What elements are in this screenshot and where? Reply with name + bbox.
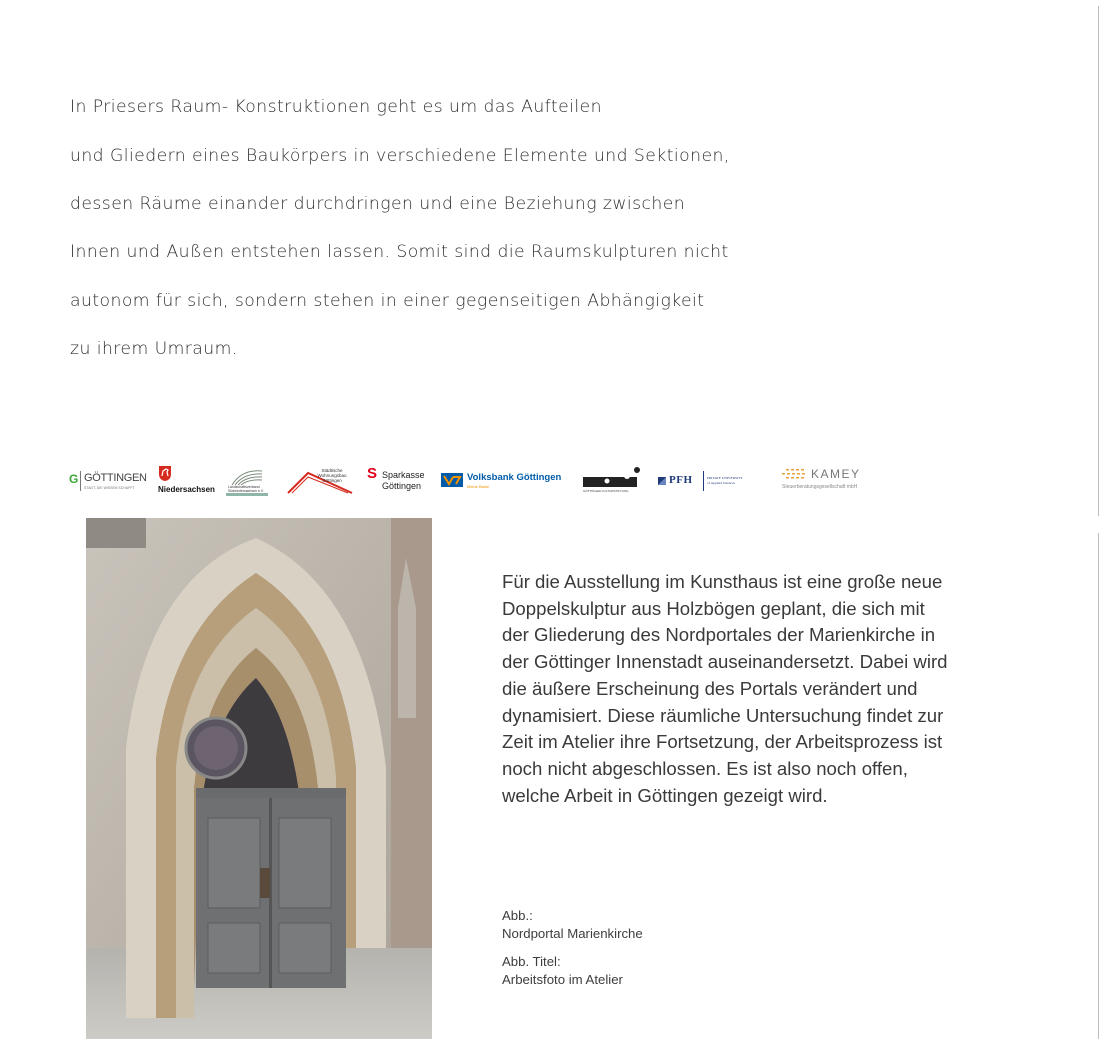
sponsor-logos bbox=[68, 465, 898, 501]
logo-volksbank bbox=[441, 465, 569, 501]
kulturstiftung-mark-icon bbox=[583, 467, 643, 491]
landschaftsverband-waves-icon bbox=[226, 467, 270, 487]
description-paragraph bbox=[502, 569, 1062, 809]
description-line: der Gliederung des Nordportales der Marienkirche in bbox=[502, 624, 936, 646]
goettingen-mark-icon: G bbox=[69, 472, 79, 486]
description-line: noch nicht abgeschlossen. Es ist also noch offen, bbox=[502, 757, 908, 779]
sparkasse-s-icon: S bbox=[367, 465, 378, 482]
divider bbox=[80, 471, 81, 491]
wohnungsbau-name: Städtische Wohnungsbau Göttingen bbox=[317, 468, 347, 483]
sparkasse-name: Sparkasse bbox=[382, 470, 425, 480]
niedersachsen-horse-icon bbox=[158, 465, 172, 481]
page-edge-divider bbox=[1098, 6, 1099, 516]
logo-pfh bbox=[658, 465, 758, 501]
landschaftsverband-bar bbox=[226, 493, 268, 496]
logo-kamey bbox=[780, 465, 890, 501]
goettingen-name: GÖTTINGEN bbox=[84, 472, 147, 484]
caption-value: Arbeitsfoto im Atelier bbox=[502, 971, 623, 987]
caption-photo bbox=[502, 907, 643, 942]
divider bbox=[703, 471, 704, 491]
pfh-mark-icon bbox=[658, 477, 666, 485]
logo-niedersachsen bbox=[158, 465, 214, 501]
caption-label: Abb.: bbox=[502, 908, 533, 923]
logo-kulturstiftung bbox=[583, 465, 643, 501]
description-line: Für die Ausstellung im Kunsthaus ist eine große neue bbox=[502, 571, 943, 592]
church-portal-image bbox=[86, 518, 432, 1039]
description-line: die äußere Erscheinung des Portals verändert und bbox=[502, 677, 918, 699]
intro-line: und Gliedern eines Baukörpers in verschiedene Elemente und Sektionen, bbox=[70, 145, 730, 166]
photo-nordportal-marienkirche bbox=[86, 518, 432, 1039]
pfh-sub1: PRIVATE UNIVERSITY bbox=[707, 476, 743, 480]
niedersachsen-name: Niedersachsen bbox=[158, 485, 215, 494]
logo-landschaftsverband bbox=[226, 465, 270, 501]
kamey-tagline: Steuerberatungsgesellschaft mbH bbox=[782, 484, 858, 490]
page-edge-divider bbox=[1098, 533, 1099, 1039]
volksbank-slogan: Meine Bank! bbox=[467, 484, 490, 489]
logo-goettingen bbox=[68, 465, 146, 501]
logo-wohnungsbau bbox=[286, 465, 354, 501]
description-line: der Göttinger Innenstadt auseinandersetzt. Dabei wird bbox=[502, 651, 948, 673]
description-line: dynamisiert. Diese räumliche Untersuchung findet zur bbox=[502, 704, 944, 726]
intro-line: autonom für sich, sondern stehen in einer gegenseitigen Abhängigkeit bbox=[70, 290, 705, 311]
sparkasse-city: Göttingen bbox=[382, 481, 422, 491]
intro-line: Innen und Außen entstehen lassen. Somit sind die Raumskulpturen nicht bbox=[70, 242, 729, 263]
intro-line: zu ihrem Umraum. bbox=[70, 339, 238, 360]
intro-paragraph bbox=[70, 71, 790, 386]
caption-title bbox=[502, 953, 623, 988]
description-line: Zeit im Atelier ihre Fortsetzung, der Arbeitsprozess ist bbox=[502, 731, 943, 753]
caption-value: Nordportal Marienkirche bbox=[502, 925, 643, 941]
description-line: Doppelskulptur aus Holzbögen geplant, die sich mit bbox=[502, 597, 925, 619]
volksbank-mark-icon bbox=[441, 473, 463, 487]
volksbank-name: Volksbank Göttingen bbox=[467, 472, 562, 483]
pfh-sub2: of Applied Sciences bbox=[707, 481, 735, 485]
pfh-name: PFH bbox=[669, 474, 693, 486]
intro-line: In Priesers Raum- Konstruktionen geht es um das Aufteilen bbox=[70, 97, 602, 118]
landschaftsverband-name: Landschaftsverband Südniedersachsen e.V. bbox=[228, 485, 264, 493]
caption-label: Abb. Titel: bbox=[502, 954, 561, 969]
intro-line: dessen Räume einander durchdringen und eine Beziehung zwischen bbox=[70, 194, 686, 215]
description-line: welche Arbeit in Göttingen gezeigt wird. bbox=[502, 784, 828, 806]
kulturstiftung-name: GÖTTINGER KULTURSTIFTUNG bbox=[583, 489, 629, 493]
logo-sparkasse bbox=[367, 465, 429, 501]
kamey-dots-icon bbox=[782, 469, 812, 481]
kamey-name: KAMEY bbox=[811, 467, 861, 481]
goettingen-tagline: STADT, DIE WISSEN SCHAFFT bbox=[84, 486, 135, 490]
